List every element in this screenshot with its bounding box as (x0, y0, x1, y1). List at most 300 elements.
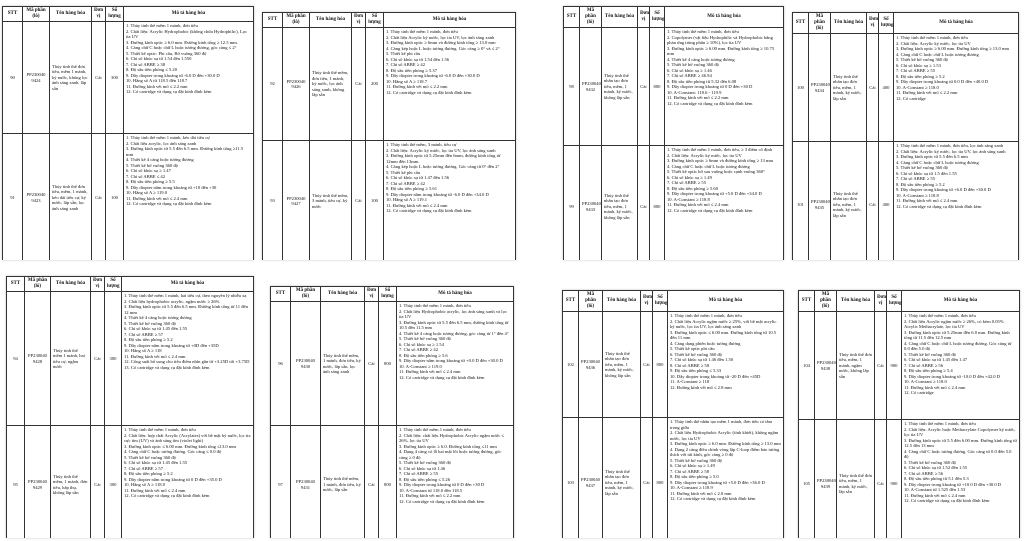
description-line: 6. Chỉ số khúc xạ từ 1.54 đến 1.56 (386, 56, 450, 62)
description-line: 8. Độ sâu tiền phòng ≤ 5.20 (126, 67, 178, 72)
table-header-row (3, 7, 254, 22)
description-line: 3. Đường kính optic ≥ 6.0 mm. Đường kính tổng ≥ 13.0 mm (670, 441, 781, 446)
description-line: 7. Chỉ số ABBE ≥ 55 (399, 471, 439, 476)
description-line: 4. Càng kép hoặc L hoặc tương đương. Góc càng ≥ 0° và ≤ 2° (386, 45, 500, 51)
description-line: 9. Độ sâu tiền phòng ≤ 5.33 (670, 368, 722, 373)
table-row (3, 22, 254, 134)
description-line: 11. Đường kính vết mổ ≤ 2.4 mm (904, 492, 966, 498)
goods-table (798, 290, 1020, 538)
description-line: 7. Chỉ số khúc xạ từ 1.46 đến 1.50 (670, 357, 734, 362)
cell-stt: 91 (3, 134, 23, 261)
description-line: 2. Chất liệu Acrylic ký nước, lọc tia UV, lọc ánh sáng xanh (386, 34, 495, 40)
description-line: 5. Thiết kế phi cầu (386, 169, 421, 175)
cell-unit: Cái (365, 302, 379, 426)
description-line: 10. A-Constant: 118.6 - 119.9 (667, 89, 722, 95)
table-row (564, 28, 784, 146)
table-row (271, 302, 514, 426)
cell-code: PP230040 9423 (23, 134, 50, 261)
description-line: 11. Đường kính vết mổ ≤ 2.0 mm (670, 490, 732, 496)
description-line: 12. Công suất bổ sung cho tiêu điểm nhìn gần từ +3.25D tới +3.75D (124, 359, 250, 364)
goods-table (562, 290, 784, 538)
description-line: 1. Thủy tinh thể mềm 1 mảnh, đơn tiêu, ≥ 3 điểm cố định (667, 147, 773, 152)
description-line: 2. Chất liệu: Acrylic ký nước, lọc tia UV, lọc ánh sáng xanh (896, 148, 1006, 154)
table-row (563, 418, 784, 539)
description-line: 5. Thiết kế phi cầu (386, 51, 421, 56)
description-line: 3. Đường kính optic ≥ 6mm và đường kính tổng ≥ 13 mm (667, 158, 774, 163)
table-row (263, 28, 516, 141)
cell-code: PP230040 9431 (291, 426, 321, 539)
description-line: 8. Độ sâu tiền phòng ≥ 5.37 (386, 67, 438, 73)
description-line: 10. A-Constant ≥ 118.8 (896, 192, 939, 198)
description-line: 5. Thiết kế bờ vuông 360 độ (896, 165, 948, 170)
cell-stt: 104 (799, 312, 815, 420)
description-line: 9. Dãy diopter nằm trong khoảng từ +10 đến +30 (126, 184, 217, 190)
table-header-row (564, 7, 784, 28)
cell-name: Thủy tinh thể mềm, 1 mảnh, đơn tiêu, ký nước, lắp sẵn (321, 426, 365, 539)
description-line: 1. Thủy tinh thể mềm, 3 mảnh, tiêu cự (386, 142, 457, 147)
header-unit: Đơn vị (91, 277, 105, 292)
cell-code: PP230040 9432 (580, 28, 602, 146)
description-line: 3. Đường kính optic ≥ 6.00 mm. Đường kính tổng ≥ 13.0 mm (896, 46, 1010, 51)
description-line: 4. Càng chữ C hoặc tương đương. Góc càng ≤ 0.0 độ (124, 449, 222, 454)
description-line: 11. Đường kính vết mổ ≤ 2.4 mm (896, 198, 958, 203)
table-row (799, 312, 1020, 420)
cell-unit: Cái (638, 28, 650, 146)
cell-qty: 400 (879, 142, 894, 261)
description-line: 8. Độ sâu tiền phòng ≥ 5.6 (399, 352, 448, 358)
description-line: 6. Chỉ số khúc xạ từ 1.46 (399, 465, 446, 471)
table-row (3, 134, 254, 261)
goods-table (270, 286, 514, 538)
header-stt: STT (799, 291, 815, 312)
header-unit: Đơn vị (638, 7, 650, 28)
header-desc: Mô tả hàng hóa (894, 13, 1019, 34)
cell-code: PP230040 9439 (815, 420, 837, 539)
description-line: 1. Thủy tinh thể mềm 1 mảnh, đơn tiêu (904, 313, 976, 318)
description-line: 1. Thủy tinh thể mềm 1 mảnh, đơn tiêu, lọc ánh sáng xanh (896, 143, 1004, 148)
description-line: 10. Dãy diopter trong khoảng từ -20 D đến +45D (670, 373, 761, 379)
description-line: 7. Chỉ số ABBE ≥ 58 (670, 468, 710, 474)
description-line: 8. Độ sâu tiền phòng ≥ 5.60 (667, 185, 719, 191)
document-page-3 (563, 6, 784, 260)
header-stt: STT (7, 277, 25, 292)
cell-qty: 300 (105, 292, 122, 426)
description-line: 5. Thiết kế bờ vuông 360 độ (126, 162, 178, 168)
goods-table (563, 6, 784, 260)
header-qty: Số lượng (879, 13, 894, 34)
header-name: Tên hàng hóa (831, 13, 867, 34)
cell-name: Thủy tinh thể mềm, 1 mảnh, đơn tiêu, hấp thụ, không lắp sẵn (51, 426, 91, 539)
description-line: 9. Dãy diopter trong khoảng từ +5.0 D đến +34.0 D (667, 191, 762, 196)
description-line: 5. Thiết kế bờ vuông 360 độ (399, 460, 451, 465)
description-line: 12. Có cartridge và dụng cụ đặt kính đính kèm (667, 100, 753, 106)
header-unit: Đơn vị (641, 291, 653, 312)
cell-unit: Cái (867, 34, 879, 142)
description-line: 7. Chỉ số ABBE ≥ 42 (386, 180, 426, 186)
description-line: 10. A-Constant ≥ 118.0 (896, 84, 939, 90)
header-qty: Số lượng (887, 291, 902, 312)
description-line: 9. Dãy diopter trong khoảng từ 0 D đến +30 D (667, 84, 753, 89)
cell-code: PP230040 9434 (809, 34, 831, 142)
table-row (799, 420, 1020, 539)
header-name: Tên hàng hóa (837, 291, 875, 312)
cell-qty: 900 (887, 312, 902, 420)
header-desc: Mô tả hàng hóa (124, 7, 254, 22)
header-code: Mã phần (lô) (291, 287, 321, 302)
cell-code: PP230040 9438 (815, 312, 837, 420)
description-line: 9. Dãy diopter trong khoảng từ -6.0 D đến +30.0 D (386, 73, 480, 78)
description-line: 7. Chỉ số ABBE ≥ 42 (386, 62, 426, 67)
description-line: 4. Càng chữ C hoặc chữ L hoặc tương đương. Góc càng từ 0.0 đến 5.0 độ (904, 340, 1012, 351)
description-line: 2. Chất liệu hydrophobic acrylic, ngậm nước ≥ 26% (124, 298, 220, 304)
cell-code: PP230040 9428 (25, 292, 51, 426)
description-line: 9. Dãy diopter trong khoảng từ 0 D đến +30 D (399, 482, 485, 487)
table-header-row (263, 13, 516, 28)
description-line: 11. Đường kính vết mổ ≤ 2.4 mm (386, 202, 448, 208)
cell-unit: Cái (352, 141, 366, 261)
header-desc: Mô tả hàng hóa (902, 291, 1020, 312)
description-line: 8. Độ sâu tiền phòng ≥ 5.2 (896, 73, 945, 79)
cell-unit: Cái (91, 426, 105, 539)
description-line: 7. Chỉ số ABBE ≥ 57 (124, 465, 164, 471)
description-line: 9. Dãy diopter nằm trong khoảng từ 0 D đến +35.0 D (124, 476, 222, 482)
cell-code: PP230040 9429 (25, 426, 51, 539)
document-page-7 (562, 290, 784, 538)
description-line: 4. Dạng 2 càng điều chỉnh vòng lặp C-loop điểm bảo tương thích với túi kính, góc càng ≥ 0 độ (670, 446, 780, 457)
header-code: Mã phần (lô) (283, 13, 310, 28)
header-name: Tên hàng hóa (51, 277, 91, 292)
header-code: Mã phần (lô) (580, 7, 602, 28)
table-row (271, 426, 514, 539)
cell-unit: Cái (352, 28, 366, 141)
cell-description (122, 426, 254, 539)
cell-code: PP230040 9427 (283, 141, 310, 261)
cell-qty: 200 (366, 28, 384, 141)
cell-name: Thủy tinh thể đơn tiêu, mềm 1 mảnh, ký nước, không lọc ánh sáng xanh, lắp sẵn (50, 22, 92, 134)
document-page-1 (2, 6, 254, 260)
description-line: 9. Dãy diopter trong khoảng từ -10.0 D đến +42.0 D (904, 373, 1001, 379)
header-qty: Số lượng (366, 13, 384, 28)
description-line: 11. Đường kính vết mổ ≤ 2.2 mm (126, 83, 188, 89)
description-line: 1. Thủy tinh thể mềm 1 mảnh, đơn tiêu (399, 427, 471, 432)
description-line: 8. Độ sâu tiền phòng ≥ 5.2 (896, 181, 945, 187)
cell-stt: 94 (7, 292, 25, 426)
description-line: 1. Thủy tinh thể mềm 1 mảnh, đơn tiêu (126, 23, 198, 28)
description-line: 10. A-Constant từ 1.525 đến 1.53 (904, 487, 966, 492)
description-line: 4. Càng dạng phiến hoặc tương đương (670, 340, 741, 346)
cell-name: Thủy tinh thể đơn tiêu, mềm, 1 mảnh, ký nước, lắp sẵn (837, 420, 875, 539)
description-line: 2. Chất liệu: Acrylic ký nước, lọc tia UV (896, 40, 971, 46)
description-line: 1. Thủy tinh thể mềm 1 mảnh, đơn tiêu (670, 313, 742, 318)
cell-stt: 95 (7, 426, 25, 539)
description-line: 4. Càng kép hoặc L hoặc tương đương. Góc càng từ 0° đến 2° (386, 164, 500, 169)
description-line: 12. Có cartridge (904, 390, 934, 395)
header-code: Mã phần (lô) (579, 291, 603, 312)
header-name: Tên hàng hóa (321, 287, 365, 302)
description-line: 4. Càng chữ C hoặc chữ L hoặc tương đương (667, 163, 750, 169)
description-line: 7. Chỉ số ABBE ≥ 56 (904, 470, 944, 476)
description-line: 2. Chất liệu: Acrylic ký nước, lọc tia UV, lọc ánh sáng xanh (386, 147, 496, 153)
description-line: 6. Chỉ số khúc xạ ≥ 1.49 (667, 174, 712, 180)
header-name: Tên hàng hóa (50, 7, 92, 22)
cell-code: PP230040 9437 (579, 418, 603, 539)
description-line: 2. Chất liệu Acrylic ngậm nước ≥ 26%, có kèm 0.05% Acrylic Methacrylate, lọc tia UV (904, 318, 1004, 329)
description-line: 4. Dạng 4 càng có lỗ hai mặt lõi hoặc tương đương, góc càng ≥ 0 độ (399, 449, 502, 460)
table-row (563, 312, 784, 418)
description-line: 2. Chất liệu: chất liệu Hydrophobic Acrylic ngậm nước ≤ 26%, lọc tia UV (399, 432, 504, 443)
header-name: Tên hàng hóa (603, 291, 641, 312)
description-line: 5. Thiết kế optic phi cầu (670, 346, 715, 351)
description-line: 3. Đường kính optic từ 5.5 đến 6.5 mm (896, 154, 968, 159)
cell-description (397, 302, 514, 426)
description-line: 1. Thủy tinh thể mềm 1 mảnh, đơn tiêu (896, 35, 968, 40)
description-line: 7. Chỉ số ABBE ≤ 42 (126, 173, 166, 179)
description-line: 5. Thiết kế optic: Phi cầu, Bờ vuông 360 độ (126, 50, 207, 56)
description-line: 12. Có cartridge (896, 95, 926, 101)
description-line: 5. Thiết kế bờ vuông 360 độ (124, 320, 176, 326)
cell-name: Thủy tinh thể nhân tạo đơn tiêu, mềm, 1 mảnh, ký nước, không lắp sẵn (603, 312, 641, 418)
description-line: 2. Chất liệu: hợp chất Acrylic (Acrylates) với bề mặt ký nước, lọc tia cực tím (UV) và ánh sáng tím (violet light) (124, 432, 251, 443)
cell-qty: 100 (366, 141, 384, 261)
description-line: 13. Có cartridge và dụng cụ đặt kính đính kèm (124, 364, 210, 370)
table-header-row (799, 291, 1020, 312)
description-line: 1. Thủy tinh thể nhân tạo mềm 1 mảnh, đơn tiêu có tâm trong giữa (670, 419, 773, 430)
cell-qty: 800 (379, 302, 397, 426)
description-line: 3. Đường kính optic từ 5.5 đến 6.5 mm. Đường kính tổng từ 11 đến 12 mm (124, 304, 248, 315)
description-line: 3. Đường kính optic ≤ 6.00 mm. Đường kính tổng từ 10.5 đến 11 mm (670, 329, 777, 340)
cell-qty: 800 (379, 426, 397, 539)
cell-stt: 93 (263, 141, 283, 261)
header-stt: STT (271, 287, 291, 302)
table-row (564, 146, 784, 261)
description-line: 12. Có cartridge và dụng cụ đặt kính đính kèm (399, 498, 485, 504)
cell-stt: 90 (3, 22, 23, 134)
document-page-5 (6, 276, 254, 538)
cell-description (384, 141, 516, 261)
description-line: 7. Chỉ số ABBE ≥ 56 (904, 362, 944, 368)
goods-table (262, 12, 516, 260)
description-line: 10. A-Constant ≥ 119.0 (399, 363, 442, 369)
description-line: 7. Chỉ số ABBE ≥ 55 (896, 68, 936, 73)
header-unit: Đơn vị (352, 13, 366, 28)
cell-qty: 300 (105, 426, 122, 539)
table-row (263, 141, 516, 261)
cell-qty: 800 (653, 312, 668, 418)
description-line: 12. Có cartridge và dụng cụ đặt kính đính kèm (896, 203, 982, 209)
description-line: 11. Đường kính vết mổ ≤ 2.4 mm (124, 487, 186, 493)
description-line: 8. Độ sâu tiền phòng ≥ 5.4 (904, 368, 953, 373)
cell-name: Thủy tinh thể mềm, 3 mảnh, tiêu cự, ký nước (310, 141, 352, 261)
cell-description (124, 22, 254, 134)
table-body (563, 312, 784, 539)
cell-unit: Cái (641, 418, 653, 539)
description-line: 9. Dãy diopter nằm trong khoảng từ +0.0 D đến +30.0 D (399, 358, 503, 363)
cell-name: Thủy tinh thể mềm 1 mảnh, hai tiêu cự, ngậm nước (51, 292, 91, 426)
description-line: 10. A-Constant ≥ 118.0 (904, 379, 947, 384)
table-body (799, 312, 1020, 539)
description-line: 11. A-Constant ≥ 118 (670, 379, 710, 384)
header-desc: Mô tả hàng hóa (665, 7, 784, 28)
cell-code: PP230040 9435 (809, 142, 831, 261)
cell-stt: 100 (793, 34, 809, 142)
description-line: 7. Chỉ số ABBE ≥ 55 (667, 180, 707, 185)
description-line: 11. Đường kính vết mổ ≤ 2.2 mm (896, 90, 958, 95)
cell-description (902, 312, 1020, 420)
goods-table (792, 12, 1019, 260)
description-line: 6. Chỉ số khúc xạ từ 1.45 đến 1.47 (904, 357, 968, 362)
header-desc: Mô tả hàng hóa (122, 277, 254, 292)
description-line: 5. Thiết kế bờ vuông 360 độ (670, 457, 722, 463)
description-line: 11. Đường kính vết mổ ≤ 2.4 mm (399, 369, 461, 374)
description-line: 6. Chỉ số khúc xạ từ 1.5 đến 1.55 (896, 170, 957, 176)
description-line: 11. Đường kính vết mổ ≤ 2.4 mm (124, 353, 186, 359)
cell-description (397, 426, 514, 539)
document-page-4 (792, 12, 1019, 260)
description-line: 11. Đường kính vết mổ ≤ 2.4 mm (126, 195, 188, 201)
description-line: 8. Độ sâu tiền phòng từ 5.1 đến 5.3 (904, 476, 969, 481)
cell-description (894, 34, 1019, 142)
cell-description (668, 312, 784, 418)
description-line: 2. Chất liệu Acrylic ngậm nước ≥ 25%, với bề mặt acrylic ký nước, lọc tia UV, lọc ánh sáng xanh (670, 318, 777, 329)
description-line: 5. Thiết kế bờ vuông 360 độ (124, 454, 176, 460)
description-line: 12. Có cartridge và dụng cụ đặt kính đính kèm (670, 496, 756, 501)
description-line: 2. Chất liệu: Acrylic ký nước, lọc tia UV (667, 152, 742, 158)
description-line: 4. Thiết kế 4 càng hoặc tương đương (124, 315, 192, 320)
description-line: 6. Chỉ số khúc xạ từ 1.45 đến 1.55 (124, 326, 188, 331)
description-line: 8. Độ sâu tiền phòng từ 5.32 đến 6.08 (667, 78, 737, 84)
cell-qty: 800 (650, 28, 665, 146)
cell-qty: 800 (653, 418, 668, 539)
description-line: 8. Độ sâu tiền phòng ≥ 5.61 (386, 186, 438, 191)
header-code: Mã phần (lô) (815, 291, 837, 312)
header-stt: STT (564, 7, 580, 28)
description-line: 7. Chỉ số ABBE ≥ 46.94 (667, 73, 712, 78)
cell-code: PP230040 9426 (283, 28, 310, 141)
description-line: 9. Dãy diopter trong khoảng từ -6.0 D đến +30.0 D (126, 72, 220, 78)
cell-unit: Cái (638, 146, 650, 261)
header-desc: Mô tả hàng hóa (397, 287, 514, 302)
cell-stt: 105 (799, 420, 815, 539)
description-line: 11. Đường kính vết mổ ≤ 2.4 mm (904, 384, 966, 390)
description-line: 8. Độ sâu tiền phòng ≥ 5.5 (126, 179, 175, 184)
description-line: 2. Chất liệu Hydrophobic Acrylic (tính khiết), không ngậm nước, lọc tia UV (670, 430, 779, 441)
cell-qty: 400 (879, 34, 894, 142)
description-line: 7. Chỉ số ABBE ≥ 57 (124, 331, 164, 337)
header-stt: STT (793, 13, 809, 34)
description-line: 3. Đường kính optic ≥ 6.0. Đường kính tổng ≤11 mm (399, 443, 497, 449)
description-line: 1. Thủy tinh thể mềm 1 mảnh, đơn tiêu (386, 29, 458, 34)
cell-code: PP230040 9424 (23, 22, 50, 134)
cell-unit: Cái (92, 134, 106, 261)
cell-description (665, 28, 784, 146)
description-line: 7. Chỉ số ABBE ≥ 42 (399, 347, 439, 352)
document-page-2 (262, 12, 516, 260)
header-desc: Mô tả hàng hóa (668, 291, 784, 312)
description-line: 12. Có cartridge và dụng cụ đặt kính đính kèm (904, 498, 990, 503)
cell-name: Thủy tinh thể nhân tạo đơn tiêu, mềm, 1 mảnh, ký nước, lắp sẵn (831, 34, 867, 142)
cell-description (665, 146, 784, 261)
cell-unit: Cái (91, 292, 105, 426)
description-line: 4. Càng chữ C hoặc tương đương. Góc càng từ 0.0 đến 5.0 độ (904, 448, 1012, 459)
description-line: 9. Dãy diopter trong khoảng từ +5.0 D đến +36.0 D (670, 479, 765, 485)
cell-stt: 98 (564, 28, 580, 146)
cell-name: Thủy tinh thể mềm, đơn tiêu, 1 mảnh, ký nước, lọc ánh sáng xanh, không lắp sẵn (310, 28, 352, 141)
header-unit: Đơn vị (867, 13, 879, 34)
cell-stt: 92 (263, 28, 283, 141)
description-line: 9. Dãy diopter nằm trong khoảng từ -6.0 D đến +34.0 D (386, 191, 489, 197)
description-line: 12. Đường kính vết mổ ≤ 2.8 mm (670, 384, 732, 390)
description-line: 10. Hằng số A ≥ 118.7 (386, 78, 428, 84)
description-line: 5. Thiết kế bờ vuông 360 độ (896, 57, 948, 62)
description-line: 7. Chỉ số ABBE ≥ 55 (896, 176, 936, 181)
cell-stt: 97 (271, 426, 291, 539)
cell-unit: Cái (365, 426, 379, 539)
table-header-row (793, 13, 1019, 34)
description-line: 10. A-Constant từ 118.0 đến 118.5 (399, 487, 463, 493)
cell-stt: 96 (271, 302, 291, 426)
table-body (793, 34, 1019, 261)
header-code: Mã phần (lô) (809, 13, 831, 34)
cell-description (384, 28, 516, 141)
description-line: 2. Copolymer (vật liệu Hydrophilic và Hydrophobic bằng phản ứng trùng phân ≥ 10%), lọc tia UV (667, 34, 773, 45)
table-body (263, 28, 516, 261)
description-line: 3. Đường kính optic từ 5.5 đến 6.5 mm. Đường kính tổng ≥11.5 mm (126, 146, 244, 157)
cell-description (668, 418, 784, 539)
description-line: 11. Đường kính vết mổ ≤ 2.4 mm (667, 202, 729, 207)
table-row (793, 142, 1019, 261)
description-line: 6. Chỉ số khúc xạ ≥ 1.53 (896, 62, 941, 68)
cell-unit: Cái (641, 312, 653, 418)
description-line: 1. Thủy tinh thể mềm 1 mảnh, đơn tiêu (124, 427, 196, 432)
description-line: 3. Đường kính optic từ 5.25mm đến 6mm, đường kính tổng từ 12mm đến 13mm (386, 153, 501, 164)
description-line: 9. Dãy diopter nằm trong khoảng từ +0D đến +35D (124, 342, 219, 348)
description-line: 6. Chỉ số khúc xạ từ 1.45 đến 1.55 (124, 460, 188, 465)
document-page-6 (270, 286, 514, 538)
header-qty: Số lượng (106, 7, 124, 22)
description-line: 4. Thiết kế 4 càng hoặc tương đương, góc càng từ 1° đến 4° (399, 330, 509, 336)
description-line: 12. Có cartridge và dụng cụ đặt kính đính kèm (667, 207, 753, 213)
cell-name: Thủy tinh thể đơn tiêu, mềm, 1 mảnh, ngậm nước, không lắp sẵn (837, 312, 875, 420)
description-line: 12. Có cartridge và dụng cụ đặt kính đính kèm (386, 89, 472, 95)
description-line: 2. Chất liệu Hydrophobic acrylic, lọc ánh sáng xanh và lọc tia UV (399, 308, 507, 319)
description-line: 11. Đường kính vết mổ ≤ 2.2 mm (399, 493, 461, 498)
description-line: 8. Chỉ số ABBE ≥ 58 (670, 362, 710, 368)
cell-qty: 900 (887, 420, 902, 539)
cell-code: PP230040 9430 (291, 302, 321, 426)
cell-stt: 101 (793, 142, 809, 261)
cell-qty: 100 (106, 134, 124, 261)
header-unit: Đơn vị (875, 291, 887, 312)
header-qty: Số lượng (379, 287, 397, 302)
header-code: Mã phần (lô) (23, 7, 50, 22)
description-line: 12. Có cartridge và dụng cụ đặt kính đính kèm (126, 89, 212, 94)
cell-name: Thủy tinh thể nhân tạo đơn tiêu, mềm, 1 mảnh, ký nước, không lắp sẵn (602, 28, 638, 146)
document-page-8 (798, 290, 1020, 538)
cell-stt: 102 (563, 312, 579, 418)
cell-description (124, 134, 254, 261)
header-qty: Số lượng (653, 291, 668, 312)
description-line: 11. Đường kính vết mổ ≤ 2.2 mm (386, 84, 448, 89)
table-body (271, 302, 514, 539)
table-body (3, 22, 254, 261)
cell-unit: Cái (875, 312, 887, 420)
description-line: 1. Thủy tinh thể mềm 1 mảnh, đơn tiêu (399, 303, 471, 308)
description-line: 6. Chỉ số khúc xạ từ 1.54 đến 1.550 (126, 56, 192, 61)
header-code: Mã phần (lô) (25, 277, 51, 292)
description-line: 6. Chỉ số khúc xạ ≥ 1.54 (399, 341, 444, 347)
description-line: 3. Đường kính optic ≤ 6.00 mm. Đường kính tổng ≤13.0 mm (124, 443, 236, 449)
cell-code: PP230040 9436 (579, 312, 603, 418)
